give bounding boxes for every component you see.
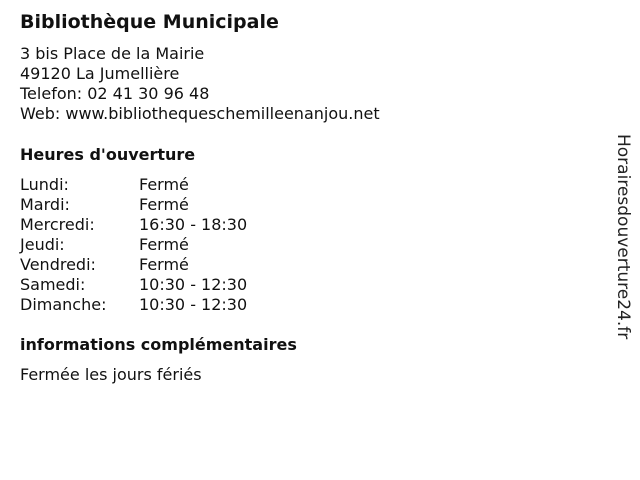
watermark-text: Horairesdouverture24.fr	[613, 134, 633, 340]
time-value: 10:30 - 12:30	[139, 295, 248, 314]
address-block	[20, 44, 380, 124]
time-value: Fermé	[139, 255, 189, 274]
day-label: Dimanche:	[20, 295, 107, 314]
time-value: 16:30 - 18:30	[139, 215, 248, 234]
time-value: Fermé	[139, 235, 189, 254]
day-label: Samedi:	[20, 275, 86, 294]
day-label: Vendredi:	[20, 255, 96, 274]
day-label: Mardi:	[20, 195, 70, 214]
day-label: Lundi:	[20, 175, 69, 194]
page-title: Bibliothèque Municipale	[20, 11, 279, 33]
opening-hours-heading: Heures d'ouverture	[20, 145, 196, 164]
time-value: Fermé	[139, 175, 189, 194]
additional-info-heading: informations complémentaires	[20, 335, 297, 354]
additional-info-text: Fermée les jours fériés	[20, 365, 202, 384]
day-label: Jeudi:	[20, 235, 65, 254]
address-street: 3 bis Place de la Mairie	[20, 44, 205, 63]
phone-number[interactable]: Telefon: 02 41 30 96 48	[20, 84, 210, 103]
time-value: 10:30 - 12:30	[139, 275, 248, 294]
watermark	[611, 134, 635, 370]
website-link[interactable]: Web: www.bibliothequeschemilleenanjou.net	[20, 104, 380, 123]
address-city: 49120 La Jumellière	[20, 64, 180, 83]
time-value: Fermé	[139, 195, 189, 214]
day-label: Mercredi:	[20, 215, 95, 234]
